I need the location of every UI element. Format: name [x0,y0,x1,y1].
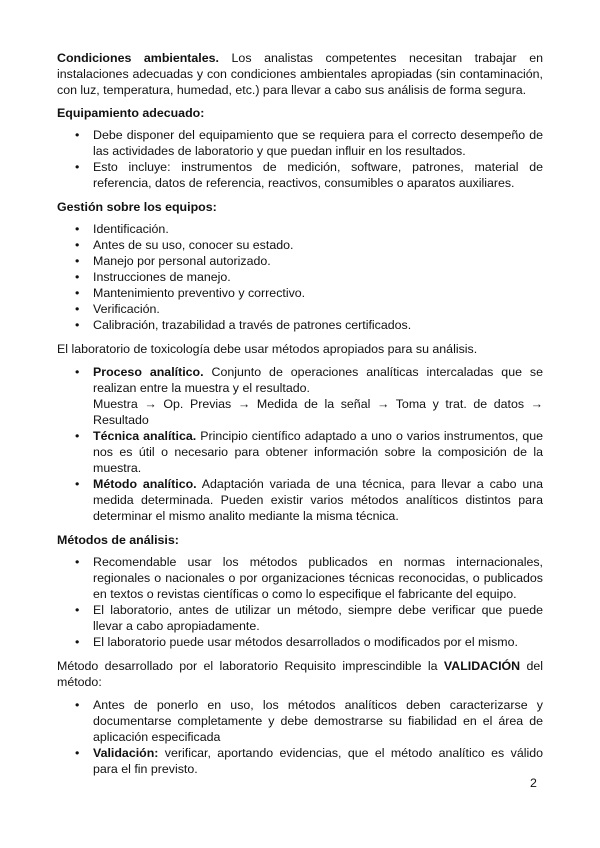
list-item-analytical-technique [57,428,543,476]
validation-intro [57,658,543,690]
analytical-method-term: Método analítico. [93,477,197,491]
validation-text: verificar, aportando evidencias, que el método analítico es válido para el fin previsto. [93,746,543,776]
list-item: • Antes de su uso, conocer su estado. [57,237,543,253]
list-item: • El laboratorio puede usar métodos desarrollados o modificados por el mismo. [57,634,543,650]
arrow-icon: → [376,397,390,411]
page-number: 2 [530,776,537,790]
analytical-process-term: Proceso analítico. [93,365,204,379]
list-item-analytical-method [57,476,543,524]
equipment-list [57,127,543,191]
list-item: • El laboratorio, antes de utilizar un método, siempre debe verificar que puede llevar a cabo apropiadamente. [57,602,543,634]
flow-step: Toma y trat. de datos [395,397,525,411]
flow-step: Resultado [93,413,149,427]
arrow-icon: → [237,397,251,411]
list-item-validation [57,745,543,777]
environmental-conditions-paragraph [57,50,543,98]
analysis-methods-heading: Métodos de análisis: [57,533,179,547]
analytical-definitions-list [57,364,543,524]
list-item: • Mantenimiento preventivo y correctivo. [57,285,543,301]
list-item: • Antes de ponerlo en uso, los métodos analíticos deben caracterizarse y documentarse completamente y debe demostrarse su fiabilidad en el área de aplicación especificada [57,697,543,745]
validation-intro-a: Método desarrollado por el laboratorio Requisito imprescindible la [57,659,444,673]
environmental-conditions-term: Condiciones ambientales. [57,51,219,65]
list-item: • Recomendable usar los métodos publicados en normas internacionales, regionales o nacionales o por organizaciones técnicas reconocidas, o publicados en textos o revistas científicas o como lo especifique el fabricante del equipo. [57,554,543,602]
analytical-technique-text: Principio científico adaptado a uno o varios instrumentos, que nos es útil o necesario para obtener información sobre la composición de la muestra. [93,429,543,475]
flow-step: Muestra [93,397,138,411]
flow-step: Medida de la señal [256,397,371,411]
equipment-heading: Equipamiento adecuado: [57,106,205,120]
environmental-conditions-text: Los analistas competentes necesitan trabajar en instalaciones adecuadas y con condiciones ambientales apropiadas (sin contaminación, con luz, temperatura, humedad, etc.) para llevar a cabo sus análisis de forma segura. [57,51,543,97]
validation-list [57,697,543,777]
toxicology-intro: El laboratorio de toxicología debe usar métodos apropiados para su análisis. [57,342,478,356]
list-item: • Instrucciones de manejo. [57,269,543,285]
validation-intro-bold: VALIDACIÓN [443,659,521,673]
flow-step: Op. Previas [163,397,232,411]
equipment-management-list [57,221,543,333]
analytical-technique-term: Técnica analítica. [93,429,197,443]
validation-term: Validación: [93,746,159,760]
list-item-analytical-process [57,364,543,428]
document-page [57,50,543,785]
list-item: • Esto incluye: instrumentos de medición, software, patrones, material de referencia, datos de referencia, reactivos, consumibles o aparatos auxiliares. [57,159,543,191]
analytical-process-text: Conjunto de operaciones analíticas intercaladas que se realizan entre la muestra y el resultado. [93,365,544,395]
validation-intro-b: del método: [57,659,543,689]
analytical-method-text: Adaptación variada de una técnica, para llevar a cabo una medida determinada. Pueden existir varios métodos analíticos distintos para determinar el mismo analito mediante la misma técnica. [93,477,543,523]
equipment-management-heading: Gestión sobre los equipos: [57,200,217,214]
list-item: • Calibración, trazabilidad a través de patrones certificados. [57,317,543,333]
list-item: • Debe disponer del equipamiento que se requiera para el correcto desempeño de las actividades de laboratorio y que puedan influir en los resultados. [57,127,543,159]
list-item: • Manejo por personal autorizado. [57,253,543,269]
arrow-icon: → [530,397,544,411]
process-flow [93,397,543,427]
analysis-methods-list [57,554,543,650]
list-item: • Verificación. [57,301,543,317]
list-item: • Identificación. [57,221,543,237]
arrow-icon: → [144,397,157,411]
